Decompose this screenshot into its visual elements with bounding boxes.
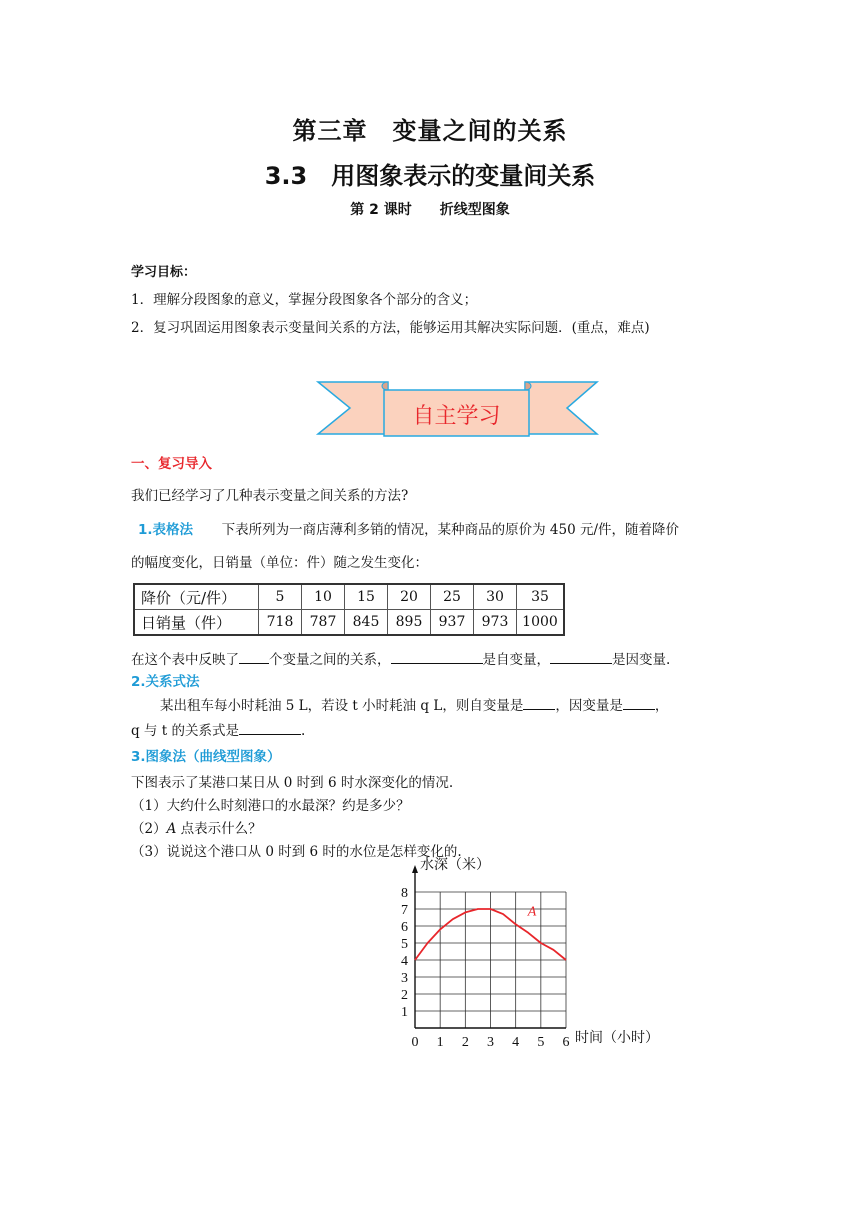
table-header-cell: 降价（元/件）	[134, 584, 259, 610]
formula-line1	[160, 694, 668, 714]
question-text: 是因变量.	[612, 652, 671, 668]
lesson-subtitle: 第 2 课时 折线型图象	[350, 202, 510, 218]
table-row	[134, 610, 564, 636]
question-text: 某出租车每小时耗油 5 L，若设 t 小时耗油 q L，则自变量是	[160, 698, 524, 714]
answer-blank[interactable]	[239, 651, 269, 664]
table-method-text1: 下表所列为一商店薄利多销的情况，某种商品的原价为 450 元/件，随着降价	[221, 522, 680, 538]
question-text: 个变量之间的关系，	[269, 652, 391, 668]
self-study-banner	[310, 374, 605, 444]
table-header-cell: 日销量（件）	[134, 610, 259, 636]
question-text: 是自变量，	[482, 652, 550, 668]
point-variable: A	[166, 821, 177, 837]
table-method-text2: 的幅度变化，日销量（单位：件）随之发生变化：	[131, 555, 428, 571]
table-cell: 718	[259, 610, 302, 636]
point-a-label: A	[527, 904, 537, 920]
x-tick-label: 4	[512, 1035, 520, 1050]
y-axis-arrow	[412, 865, 418, 873]
question-text: .	[300, 723, 306, 739]
table-method-heading: 1.表格法	[138, 522, 194, 538]
question-text: 点表示什么？	[176, 821, 262, 837]
question-text: ，因变量是	[555, 698, 623, 714]
table-cell: 1000	[517, 610, 565, 636]
graph-question-3: （3）说说这个港口从 0 时到 6 时的水位是怎样变化的.	[131, 844, 462, 860]
y-tick-label: 3	[401, 971, 408, 986]
answer-blank[interactable]	[239, 722, 301, 735]
question-text: ，	[654, 698, 669, 714]
x-tick-label: 5	[537, 1035, 545, 1050]
y-tick-label: 5	[401, 937, 408, 952]
formula-method-heading: 2.关系式法	[131, 674, 200, 690]
chapter-title: 第三章 变量之间的关系	[292, 117, 568, 145]
goal-item: 1．理解分段图象的意义，掌握分段图象各个部分的含义；	[131, 292, 478, 308]
y-tick-label: 6	[401, 920, 408, 935]
table-cell: 787	[302, 610, 345, 636]
table-cell: 10	[302, 584, 345, 610]
x-tick-label: 1	[436, 1035, 444, 1050]
x-axis-label: 时间（小时）	[575, 1030, 659, 1046]
table-cell: 25	[431, 584, 474, 610]
table-cell: 35	[517, 584, 565, 610]
x-tick-label: 6	[562, 1035, 570, 1050]
water-depth-chart	[380, 856, 680, 1051]
y-tick-label: 2	[401, 988, 408, 1003]
banner-left-tail	[318, 382, 388, 434]
graph-intro: 下图表示了某港口某日从 0 时到 6 时水深变化的情况.	[131, 775, 454, 791]
y-axis-label: 水深（米）	[420, 857, 490, 873]
answer-blank[interactable]	[391, 651, 483, 664]
graph-question-2	[131, 817, 262, 837]
section-title: 3.3 用图象表示的变量间关系	[264, 162, 596, 190]
table-cell: 845	[345, 610, 388, 636]
goal-item: 2．复习巩固运用图象表示变量间关系的方法，能够运用其解决实际问题．(重点，难点)	[131, 320, 650, 336]
answer-blank[interactable]	[623, 697, 655, 710]
y-tick-label: 4	[401, 954, 408, 969]
goals-title: 学习目标：	[131, 265, 197, 280]
table-cell: 937	[431, 610, 474, 636]
graph-question-1: （1）大约什么时刻港口的水最深？约是多少？	[131, 798, 410, 814]
x-tick-label: 0	[411, 1035, 419, 1050]
review-intro: 我们已经学习了几种表示变量之间关系的方法?	[131, 488, 409, 504]
table-cell: 973	[474, 610, 517, 636]
sales-table	[133, 583, 565, 636]
x-tick-label: 2	[461, 1035, 469, 1050]
table-cell: 15	[345, 584, 388, 610]
table-question	[131, 648, 670, 668]
banner-right-tail	[525, 382, 597, 434]
question-text: 在这个表中反映了	[131, 652, 239, 668]
review-heading: 一、复习导入	[131, 456, 212, 472]
table-cell: 30	[474, 584, 517, 610]
table-cell: 20	[388, 584, 431, 610]
formula-line2	[131, 719, 305, 739]
x-tick-label: 3	[487, 1035, 494, 1050]
y-tick-label: 8	[401, 886, 408, 901]
y-tick-label: 7	[401, 903, 408, 918]
question-text: （2）	[131, 821, 167, 837]
y-tick-label: 1	[401, 1005, 408, 1020]
answer-blank[interactable]	[523, 697, 555, 710]
table-row	[134, 584, 564, 610]
table-method-line	[138, 518, 679, 538]
banner-label: 自主学习	[412, 404, 501, 429]
question-text: q 与 t 的关系式是	[131, 723, 239, 739]
table-cell: 895	[388, 610, 431, 636]
graph-method-heading: 3.图象法（曲线型图象）	[131, 749, 281, 765]
table-cell: 5	[259, 584, 302, 610]
answer-blank[interactable]	[550, 651, 612, 664]
